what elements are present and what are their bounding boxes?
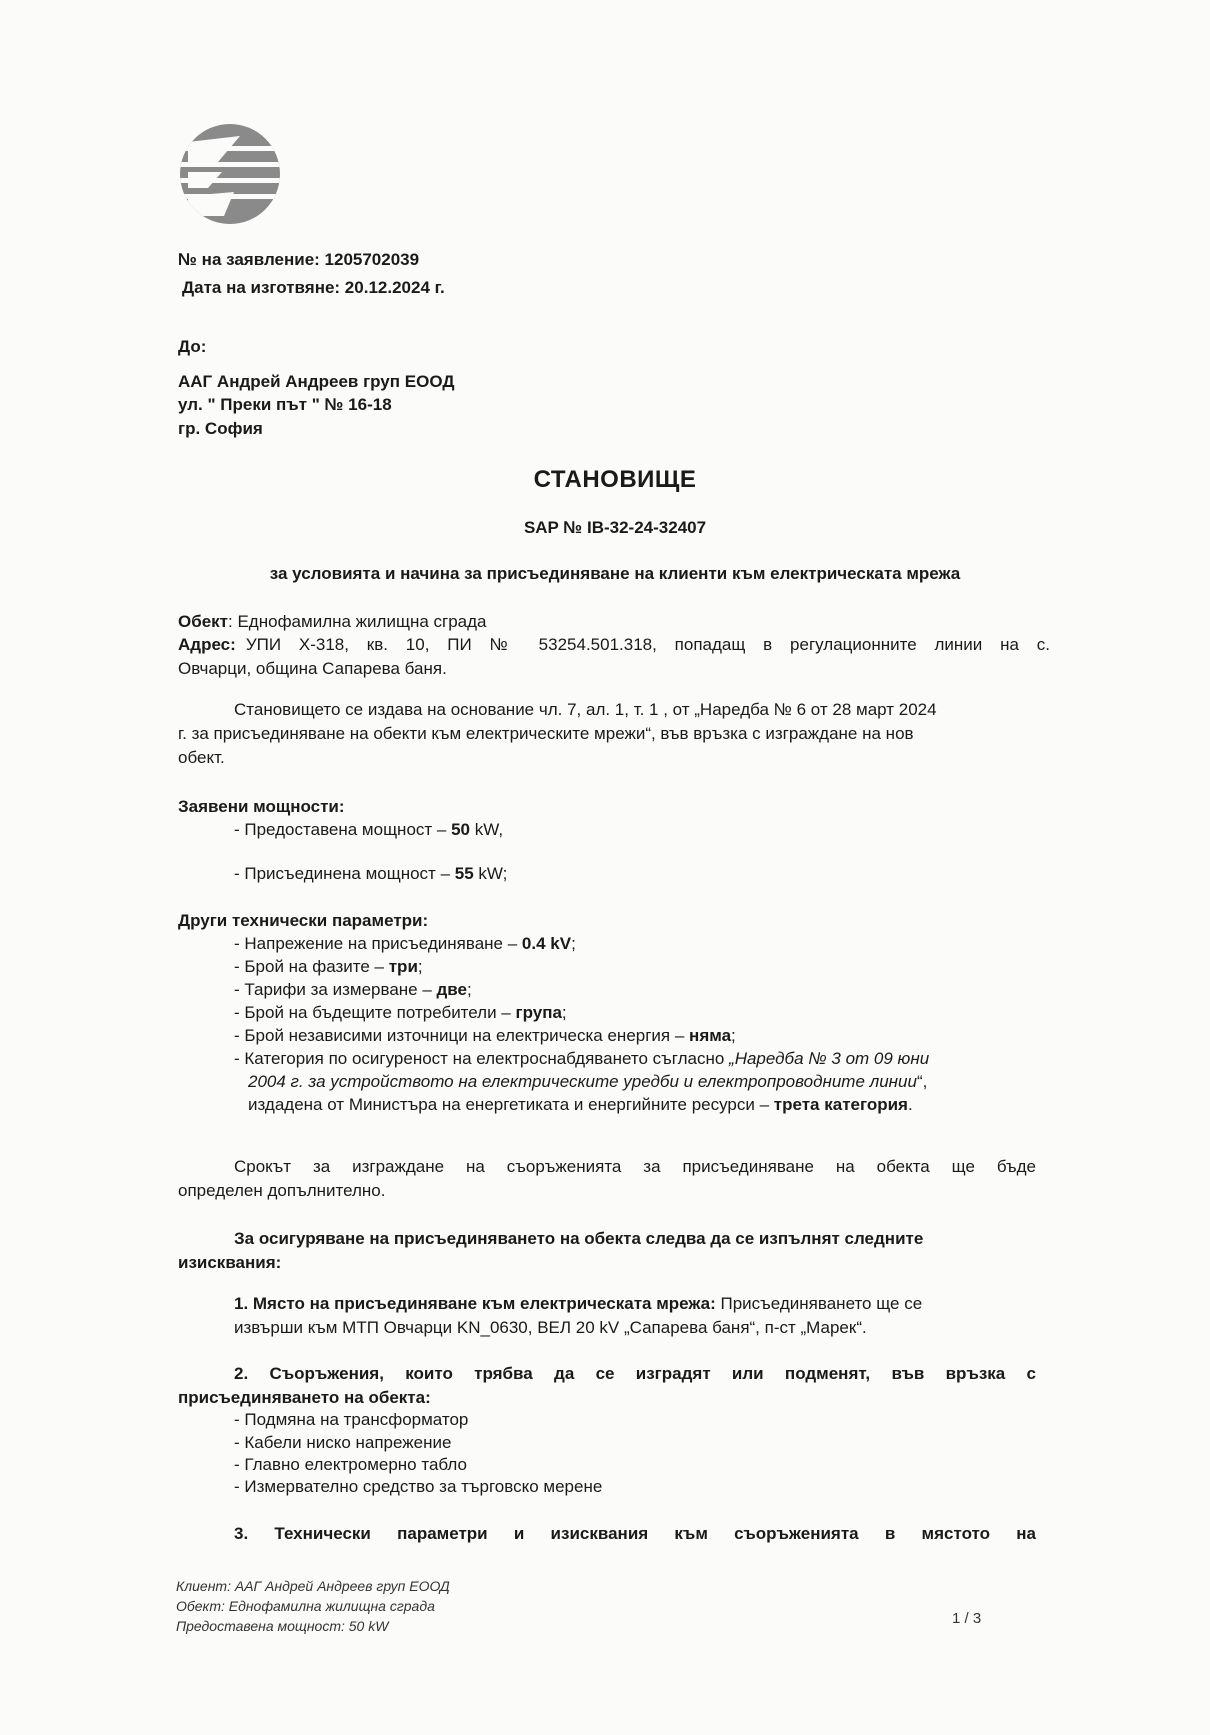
param-phases-label: - Брой на фазите – [234, 957, 389, 976]
param-voltage-label: - Напрежение на присъединяване – [234, 934, 522, 953]
param-consumers-end: ; [561, 1003, 567, 1022]
term-line2: определен допълнително. [178, 1181, 386, 1200]
issue-date: Дата на изготвяне: 20.12.2024 г. [182, 278, 445, 297]
param-category-value: трета категория [773, 1095, 908, 1114]
document-title: СТАНОВИЩЕ [533, 466, 697, 493]
address-line2: Овчарци, община Сапарева баня. [178, 659, 447, 678]
params-heading: Други технически параметри: [178, 911, 429, 930]
requirement-2-line1: 2. Съоръжения, които трябва да се изградят или подменят, във връзка с [234, 1364, 1036, 1383]
provided-power-value: 50 [451, 820, 471, 839]
param-sources-label: - Брой независими източници на електрическа енергия – [234, 1026, 690, 1045]
param-category-line2 [248, 1070, 927, 1093]
footer-power: Предоставена мощност: 50 kW [176, 1618, 389, 1634]
requirements-heading-line2: изисквания: [178, 1253, 282, 1272]
address-line1: УПИ Х-318, кв. 10, ПИ № 53254.501.318, попадащ в регулационните линии на с. [245, 635, 1050, 654]
param-consumers-value: група [515, 1003, 562, 1022]
param-category-end: . [907, 1095, 913, 1114]
connected-power-label: - Присъединена мощност – [234, 864, 455, 883]
provided-power [234, 818, 503, 841]
requirement-3-line1: 3. Технически параметри и изисквания към съоръженията в мястото на [234, 1524, 1036, 1543]
connected-power [234, 862, 507, 885]
footer-object: Обект: Еднофамилна жилищна сграда [176, 1598, 435, 1614]
provided-power-unit: kW, [470, 820, 504, 839]
company-logo [178, 122, 282, 226]
requirement-2-item: - Кабели ниско напрежение [234, 1433, 452, 1452]
requirement-2-item: - Главно електромерно табло [234, 1455, 467, 1474]
requirement-1-title: 1. Място на присъединяване към електрическата мрежа: [234, 1294, 716, 1313]
param-consumers [234, 1001, 567, 1024]
powers-heading: Заявени мощности: [178, 797, 345, 816]
requirement-1-line1 [234, 1292, 922, 1315]
basis-line1: Становището се издава на основание чл. 7, ал. 1, т. 1 , от „Наредба № 6 от 28 март 2024 [234, 700, 937, 719]
param-sources [234, 1024, 736, 1047]
param-phases-value: три [388, 957, 418, 976]
object-value: : Еднофамилна жилищна сграда [228, 612, 487, 631]
page-number: 1 / 3 [952, 1610, 982, 1627]
param-phases-end: ; [417, 957, 423, 976]
connected-power-unit: kW; [473, 864, 508, 883]
param-category-line2-end: “, [916, 1072, 928, 1091]
param-consumers-label: - Брой на бъдещите потребители – [234, 1003, 516, 1022]
param-category-line3 [248, 1093, 913, 1116]
param-voltage-value: 0.4 kV [521, 934, 572, 953]
sap-number: SAP № IB-32-24-32407 [523, 518, 707, 537]
footer-client: Клиент: ААГ Андрей Андреев груп ЕООД [176, 1578, 450, 1594]
param-category-regulation-cont: 2004 г. за устройството на електрическите уредби и електропроводните линии [248, 1072, 917, 1091]
application-number: № на заявление: 1205702039 [178, 250, 420, 269]
param-sources-value: няма [689, 1026, 732, 1045]
recipient-street: ул. " Преки път " № 16-18 [178, 395, 392, 414]
param-tariffs [234, 978, 472, 1001]
recipient-city: гр. София [178, 419, 263, 438]
param-category-regulation: „Наредба № 3 от 09 юни [729, 1049, 930, 1068]
address-line [178, 633, 1050, 656]
requirement-2-line2: присъединяването на обекта: [178, 1388, 431, 1407]
param-sources-end: ; [731, 1026, 736, 1045]
term-line1: Срокът за изграждане на съоръженията за присъединяване на обекта ще бъде [234, 1157, 1036, 1176]
requirement-1-line2: извърши към МТП Овчарци KN_0630, ВЕЛ 20 kV „Сапарева баня“, п-ст „Марек“. [234, 1318, 867, 1337]
connected-power-value: 55 [454, 864, 474, 883]
param-voltage [234, 932, 576, 955]
requirement-2-item: - Измервателно средство за търговско мерене [234, 1477, 603, 1496]
object-label: Обект [178, 612, 229, 631]
address-label: Адрес: [178, 635, 236, 654]
requirement-1-text: Присъединяването ще се [715, 1294, 923, 1313]
param-category-pre: - Категория по осигуреност на електроснабдяването съгласно [234, 1049, 730, 1068]
param-category-issuer: издадена от Министъра на енергетиката и енергийните ресурси – [248, 1095, 774, 1114]
param-category-line1 [234, 1047, 929, 1070]
to-label: До: [178, 337, 207, 356]
recipient-name: ААГ Андрей Андреев груп ЕООД [178, 372, 455, 391]
requirement-2-item: - Подмяна на трансформатор [234, 1410, 469, 1429]
param-voltage-end: ; [571, 934, 576, 953]
object-line [178, 610, 487, 633]
basis-line3: обект. [178, 748, 225, 767]
provided-power-label: - Предоставена мощност – [234, 820, 452, 839]
param-tariffs-end: ; [467, 980, 472, 999]
requirements-heading-line1: За осигуряване на присъединяването на обекта следва да се изпълнят следните [234, 1229, 924, 1248]
document-subtitle: за условията и начина за присъединяване на клиенти към електрическата мрежа [269, 564, 961, 583]
basis-line2: г. за присъединяване на обекти към електрическите мрежи“, във връзка с изграждане на нов [178, 724, 914, 743]
param-tariffs-value: две [436, 980, 467, 999]
param-phases [234, 955, 423, 978]
param-tariffs-label: - Тарифи за измерване – [234, 980, 437, 999]
